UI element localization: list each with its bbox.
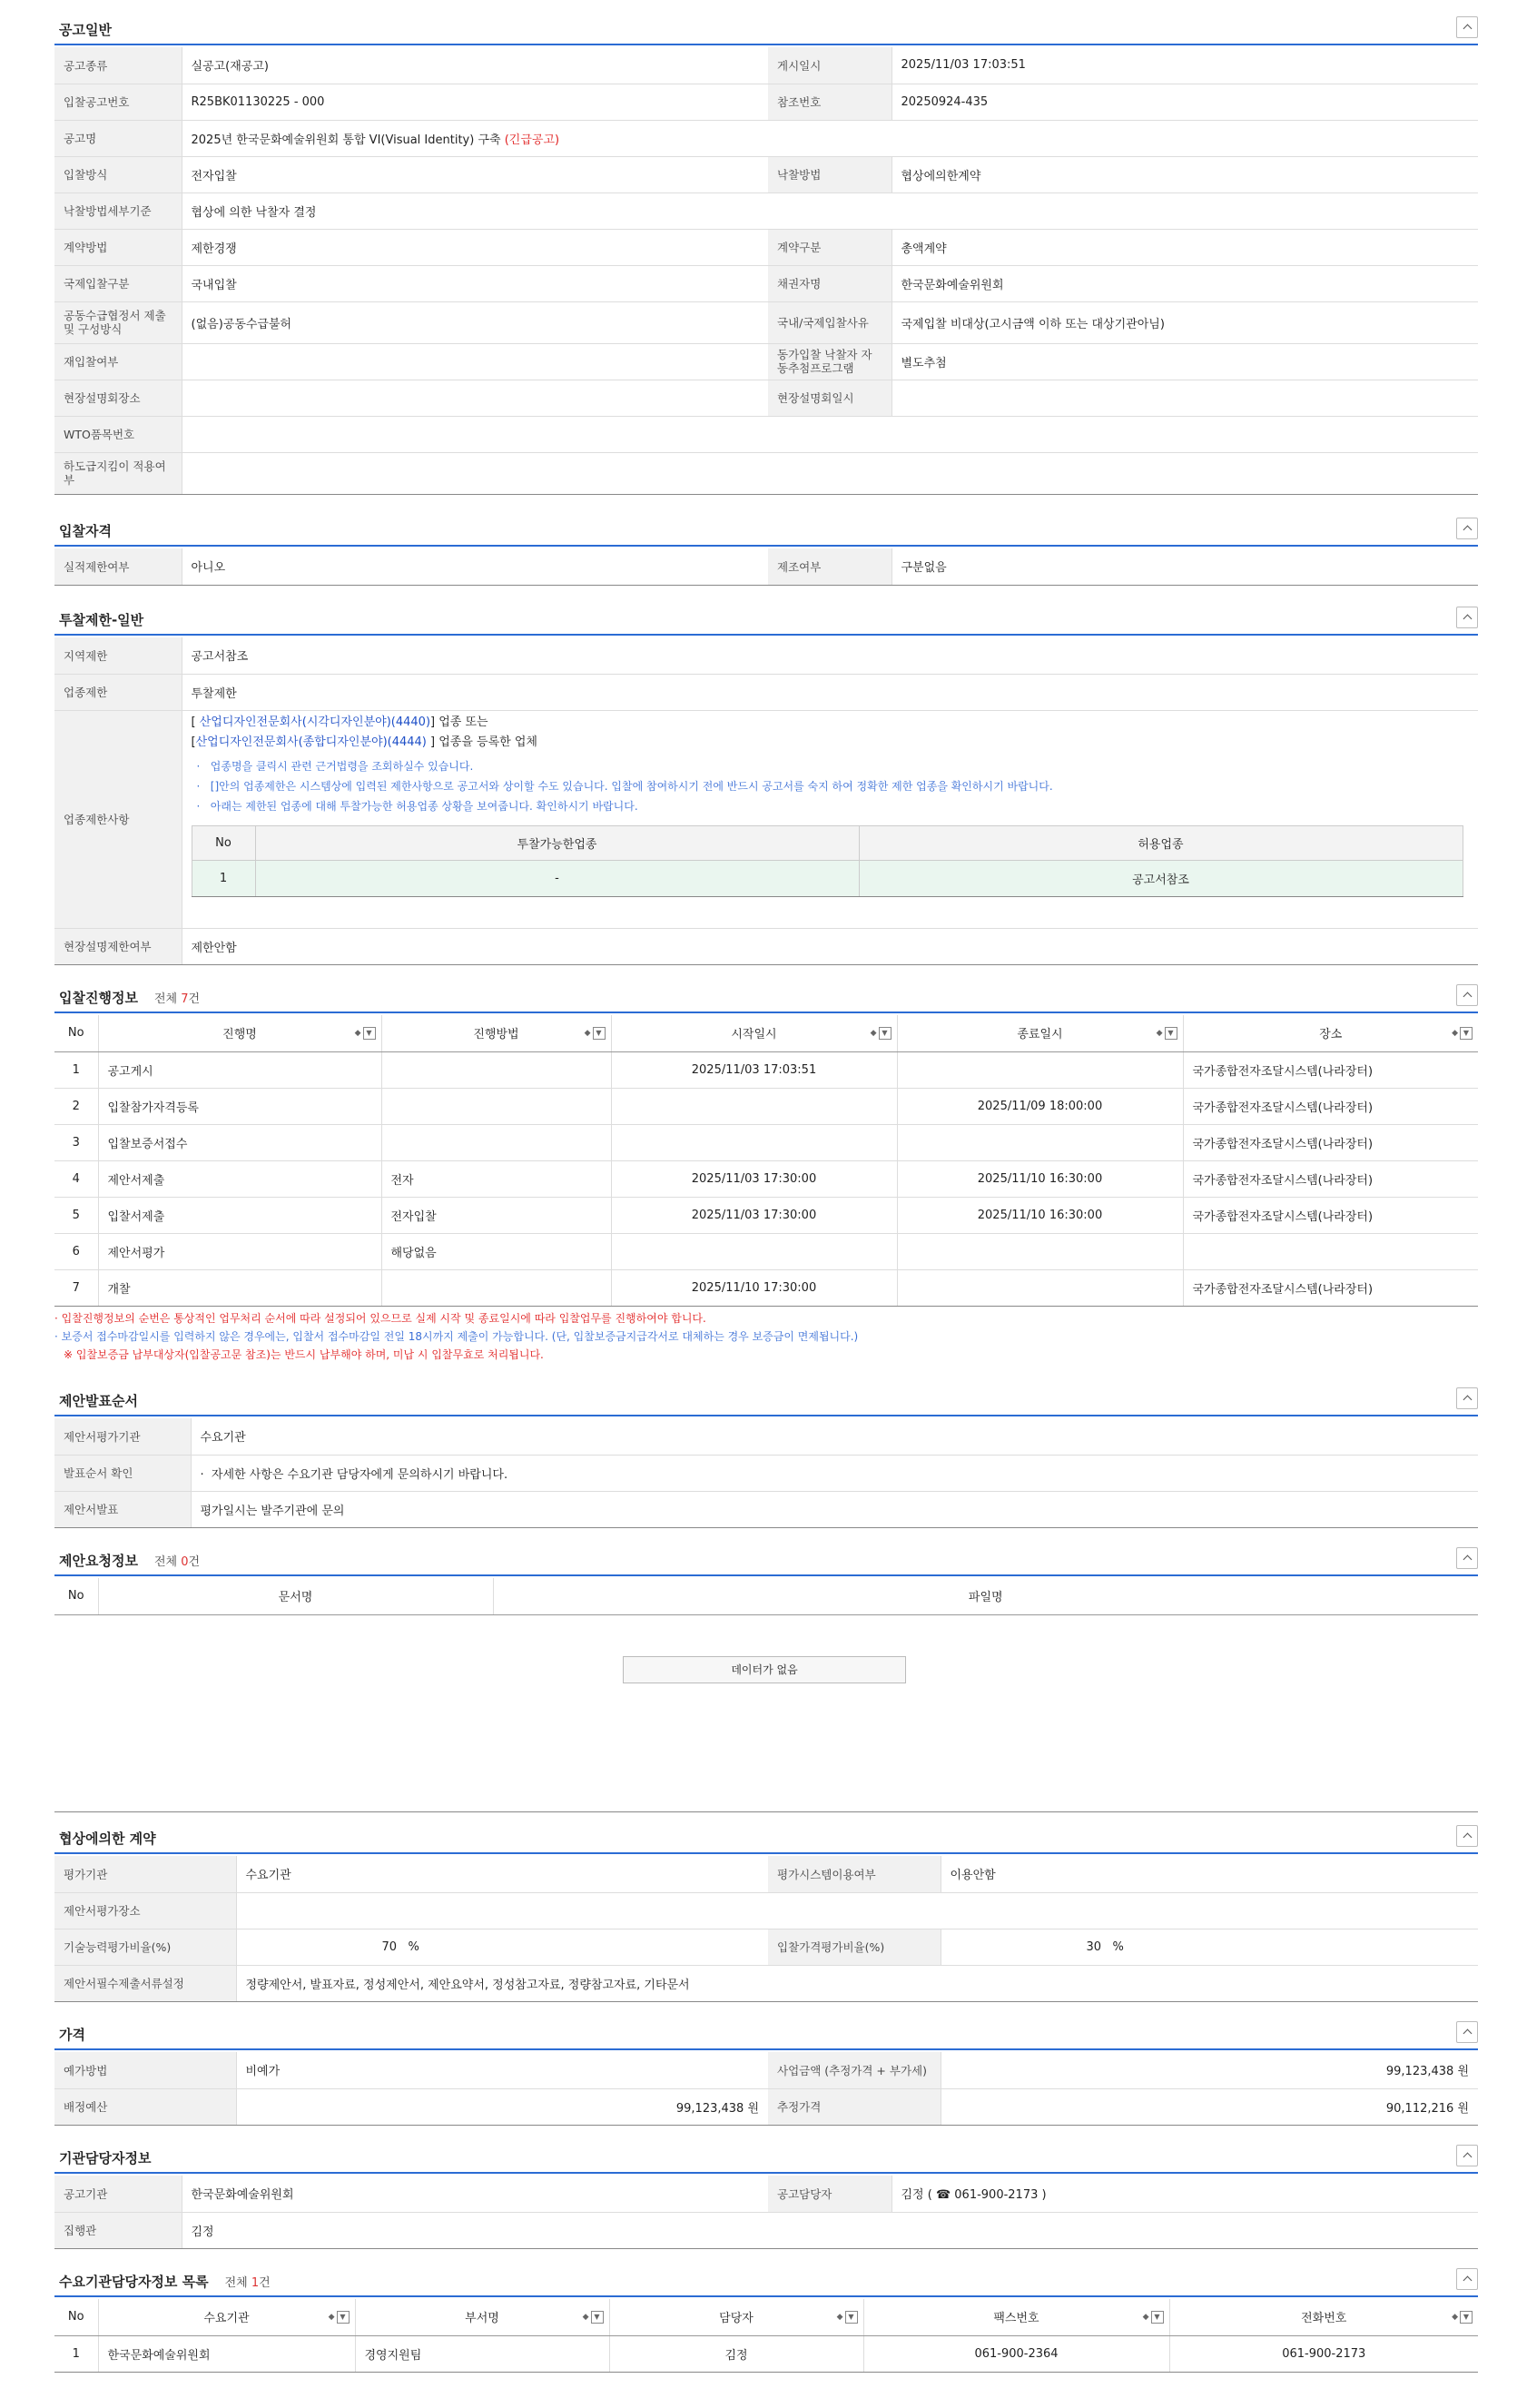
section-title: 기관담당자정보 [59,2150,152,2166]
percent-value: 70 [381,1939,398,1954]
license-detail: [ 산업디자인전문회사(시각디자인분야)(4440)] 업종 또는 [산업디자인전문회사(종합디자인분야)(4444) ] 업종을 등록한 업체 · 업종명을 클릭시 관련 근거법령을 조회하실수 있습니다. · []안의 업종제한은 시스템상에 입력된 제한사항으로 공고서와 상이할 수도 있습니다. 입찰에 참여하시기 전에 반드시 공고서를 숙지 하여 정확한 제한 업종을 확인하시기 바랍니다. · 아래는 제한된 업종에 대해 투찰가능한 허용업종 상황을 보여줍니다. 확인하시기 바랍니다. No 투찰가능한업종 허용업종 1 - 공고서참조 [182,710,1478,928]
column-header: 파일명 [493,1578,1478,1614]
cell: 개찰 [98,1269,381,1306]
cell: 2025/11/10 16:30:00 [897,1197,1183,1233]
table-row [54,1160,1478,1197]
note-text: 아래는 제한된 업종에 대해 투찰가능한 허용업종 상황을 보여줍니다. 확인하시기 바랍니다. [210,799,638,813]
value: 구분없음 [891,548,1478,585]
section-header-qualification [54,510,1478,547]
cell: 입찰보증서접수 [98,1124,381,1160]
cell [381,1088,611,1124]
urgent-tag: (긴급공고) [504,133,560,147]
label: 공동수급협정서 제출 및 구성방식 [54,301,182,343]
cell: 해당없음 [381,1233,611,1269]
sort-icon[interactable]: ◆ ▼ [583,2311,604,2324]
header-label: 장소 [1319,1028,1343,1042]
section-header-contact [54,2137,1478,2174]
request-table-area [54,1578,1478,1812]
column-header: 문서명 [98,1578,493,1614]
column-header: No [192,825,255,860]
license-link[interactable]: 산업디자인전문회사(시각디자인분야)(4440) [199,715,431,729]
value: 이용안함 [941,1856,1478,1892]
label: 낙찰방법 [768,156,891,192]
column-header[interactable] [355,2299,609,2335]
label: 국제입찰구분 [54,265,182,301]
collapse-toggle-icon[interactable] [1456,607,1478,628]
cell: 국가종합전자조달시스템(나라장터) [1183,1051,1478,1088]
section-header-presentation [54,1380,1478,1416]
allowed-industry-table [192,825,1463,897]
title-text: 입찰진행정보 [59,990,138,1006]
value: 한국문화예술위원회 [182,2176,768,2212]
label: 집행관 [54,2212,182,2248]
cell [611,1124,897,1160]
cell [611,1088,897,1124]
collapse-toggle-icon[interactable] [1456,1547,1478,1569]
header-label: 팩스번호 [993,2312,1039,2326]
collapse-toggle-icon[interactable] [1456,2268,1478,2290]
value: 90,112,216 원 [941,2088,1478,2125]
label: 하도급지킴이 적용여부 [54,452,182,494]
presentation-table [54,1418,1478,1528]
cell: 2025/11/09 18:00:00 [897,1088,1183,1124]
value: 한국문화예술위원회 [891,265,1478,301]
section-header-request [54,1540,1478,1576]
value: 아니오 [182,548,768,585]
column-header: 허용업종 [859,825,1463,860]
cell [897,1269,1183,1306]
value-text: 자세한 사항은 수요기관 담당자에게 문의하시기 바랍니다. [211,1467,508,1482]
label: 공고기관 [54,2176,182,2212]
cell: 공고서참조 [859,860,1463,896]
collapse-toggle-icon[interactable] [1456,2021,1478,2043]
general-info-table [54,47,1478,495]
license-suffix: 업종을 등록한 업체 [438,735,537,749]
label: 제안서평가기관 [54,1418,191,1455]
count-label: 전체 [224,2276,251,2290]
value: · 자세한 사항은 수요기관 담당자에게 문의하시기 바랍니다. [191,1455,1478,1491]
value [182,343,768,380]
count [154,1555,200,1569]
section-title: 가격 [59,2027,85,2043]
section-title: 협상에의한 계약 [59,1831,156,1847]
value: 협상에 의한 낙찰자 결정 [182,192,1478,229]
section-header-negotiation [54,1818,1478,1854]
sort-icon[interactable]: ◆ ▼ [585,1027,606,1040]
value: 제한안함 [182,928,1478,964]
no-data-message: 데이터가 없음 [623,1656,906,1683]
count-label: 전체 [153,992,182,1006]
label: 평가시스템이용여부 [768,1856,941,1892]
table-row [54,1088,1478,1124]
count-number: 7 [181,992,189,1006]
label: 사업금액 (추정가격 + 부가세) [768,2052,941,2088]
value: 99,123,438 원 [236,2088,768,2125]
header-label: 수요기관 [203,2312,250,2326]
cell: 제안서제출 [98,1160,381,1197]
cell: 5 [54,1197,98,1233]
note-text: 업종명을 클릭시 관련 근거법령을 조회하실수 있습니다. [210,759,474,773]
cell: 국가종합전자조달시스템(나라장터) [1183,1269,1478,1306]
cell [611,1233,897,1269]
value: 제한경쟁 [182,229,768,265]
header-label: 담당자 [719,2312,754,2326]
cell: 전자입찰 [381,1197,611,1233]
column-header[interactable] [98,2299,355,2335]
cell: 국가종합전자조달시스템(나라장터) [1183,1088,1478,1124]
sort-icon[interactable]: ◆ ▼ [1452,2311,1473,2324]
value: 수요기관 [236,1856,768,1892]
label: 발표순서 확인 [54,1455,191,1491]
label: 재입찰여부 [54,343,182,380]
column-header[interactable] [1183,1015,1478,1051]
value: 정량제안서, 발표자료, 정성제안서, 제안요약서, 정성참고자료, 정량참고자료, 기타문서 [236,1965,1478,2001]
column-header[interactable] [1169,2299,1478,2335]
label: 공고종류 [54,47,182,84]
cell [1183,1233,1478,1269]
value [941,1929,1478,1965]
sort-icon[interactable]: ◆ ▼ [871,1027,891,1040]
label: 제안서필수제출서류설정 [54,1965,236,2001]
column-header: No [54,1578,98,1614]
collapse-toggle-icon[interactable] [1456,1387,1478,1409]
cell: 공고게시 [98,1051,381,1088]
value [236,1929,768,1965]
value: 국제입찰 비대상(고시금액 이하 또는 대상기관아님) [891,301,1478,343]
label: 업종제한사항 [54,710,182,928]
header-label: 시작일시 [731,1028,777,1042]
count-number: 0 [181,1555,189,1569]
header-label: 종료일시 [1017,1028,1063,1042]
value: 국내입찰 [182,265,768,301]
value: 99,123,438 원 [941,2052,1478,2088]
cell: 2025/11/10 17:30:00 [611,1269,897,1306]
count-label: 전체 [153,1555,182,1569]
value: 투찰제한 [182,674,1478,710]
value [182,380,768,416]
percent-unit: % [408,1939,419,1954]
value: R25BK01130225 - 000 [182,84,768,120]
label: 국내/국제입찰사유 [768,301,891,343]
section-title: 제안발표순서 [59,1393,138,1409]
column-header[interactable] [609,2299,863,2335]
column-header[interactable] [98,1015,381,1051]
cell: 제안서평가 [98,1233,381,1269]
label: 계약방법 [54,229,182,265]
cell: 경영지원팀 [355,2335,609,2372]
sort-icon[interactable]: ◆ ▼ [1452,1027,1473,1040]
label: 채권자명 [768,265,891,301]
label: 현장설명제한여부 [54,928,182,964]
label: 제안서평가장소 [54,1892,236,1929]
collapse-toggle-icon[interactable] [1456,16,1478,38]
label: 낙찰방법세부기준 [54,192,182,229]
cell: 1 [54,2335,98,2372]
header-label: 진행명 [222,1028,257,1042]
label: 제조여부 [768,548,891,585]
value: 평가일시는 발주기관에 문의 [191,1491,1478,1527]
qualification-table [54,548,1478,586]
cell: 입찰서제출 [98,1197,381,1233]
cell [897,1233,1183,1269]
sort-icon[interactable]: ◆ ▼ [1157,1027,1177,1040]
label: 현장설명회일시 [768,380,891,416]
value: 공고서참조 [182,637,1478,674]
notice-name-text: 2025년 한국문화예술위원회 통합 VI(Visual Identity) 구축 [191,133,501,147]
cell: 2025/11/03 17:03:51 [611,1051,897,1088]
section-title: 투찰제한-일반 [59,612,144,628]
cell [897,1124,1183,1160]
cell: 4 [54,1160,98,1197]
value [891,380,1478,416]
cell: 1 [192,860,255,896]
value [182,452,1478,494]
cell: 한국문화예술위원회 [98,2335,355,2372]
column-header: No [54,2299,98,2335]
value: 20250924-435 [891,84,1478,120]
column-header[interactable] [897,1015,1183,1051]
count-unit: 건 [259,2276,271,2290]
license-suffix: 업종 또는 [438,715,488,729]
value: 전자입찰 [182,156,768,192]
cell: 국가종합전자조달시스템(나라장터) [1183,1197,1478,1233]
column-header[interactable] [381,1015,611,1051]
table-row [54,1051,1478,1088]
count-unit: 건 [188,992,201,1006]
table-row [54,1233,1478,1269]
contact-table [54,2176,1478,2249]
cell [897,1051,1183,1088]
price-table [54,2052,1478,2126]
label: 공고명 [54,120,182,156]
value: 김정 [182,2212,1478,2248]
sort-icon[interactable]: ◆ ▼ [329,2311,350,2324]
note-item: · 보증서 접수마감일시를 입력하지 않은 경우에는, 입찰서 접수마감일 전일 18시까지 제출이 가능합니다. (단, 입찰보증금지급각서로 대체하는 경우 보증금이 면제됩니다.) [54,1330,859,1343]
label: 추정가격 [768,2088,941,2125]
value: 총액계약 [891,229,1478,265]
collapse-toggle-icon[interactable] [1456,518,1478,539]
cell: 2 [54,1088,98,1124]
value: 김정 ( ☎ 061-900-2173 ) [891,2176,1478,2212]
collapse-toggle-icon[interactable] [1456,1825,1478,1847]
section-title [59,988,200,1007]
sort-icon[interactable]: ◆ ▼ [355,1027,376,1040]
label: 현장설명회장소 [54,380,182,416]
cell: 2025/11/10 16:30:00 [897,1160,1183,1197]
collapse-toggle-icon[interactable] [1456,2145,1478,2166]
cell: 국가종합전자조달시스템(나라장터) [1183,1124,1478,1160]
cell: 2025/11/03 17:30:00 [611,1197,897,1233]
section-header-bid-restriction [54,599,1478,636]
negotiation-table [54,1856,1478,2002]
label: 실적제한여부 [54,548,182,585]
percent-unit: % [1112,1939,1124,1954]
count [154,992,200,1006]
section-title [59,1551,200,1570]
header-label: 진행방법 [473,1028,519,1042]
section-header-demand-contacts [54,2261,1478,2297]
label: 입찰가격평가비율(%) [768,1929,941,1965]
cell: 061-900-2364 [863,2335,1169,2372]
label: 입찰공고번호 [54,84,182,120]
label: 참조번호 [768,84,891,120]
column-header[interactable] [863,2299,1169,2335]
table-row [54,1269,1478,1306]
note-item: · 입찰진행정보의 순번은 통상적인 업무처리 순서에 따라 설정되어 있으므로 실제 시작 및 종료일시에 따라 입찰업무를 진행하여야 합니다. [54,1312,706,1325]
title-text: 수요기관담당자정보 목록 [59,2274,209,2290]
value [236,1892,1478,1929]
cell [381,1051,611,1088]
value: 2025/11/03 17:03:51 [891,47,1478,84]
section-header-progress [54,977,1478,1013]
value [182,416,1478,452]
cell: 국가종합전자조달시스템(나라장터) [1183,1160,1478,1197]
table-row [54,1197,1478,1233]
label: 입찰방식 [54,156,182,192]
cell: - [255,860,859,896]
cell: 6 [54,1233,98,1269]
section-header-price [54,2014,1478,2050]
note-text: []안의 업종제한은 시스템상에 입력된 제한사항으로 공고서와 상이할 수도 있습니다. 입찰에 참여하시기 전에 반드시 공고서를 숙지 하여 정확한 제한 업종을 확인하시기 바랍니다. [210,779,1053,793]
value: 비예가 [236,2052,768,2088]
note-text: 입찰진행정보의 순번은 통상적인 업무처리 순서에 따라 설정되어 있으므로 실제 시작 및 종료일시에 따라 입찰업무를 진행하여야 합니다. [61,1312,706,1325]
cell: 입찰참가자격등록 [98,1088,381,1124]
title-text: 제안요청정보 [59,1553,138,1569]
label: 지역제한 [54,637,182,674]
section-title: 공고일반 [59,22,112,38]
note-item: · 아래는 제한된 업종에 대해 투찰가능한 허용업종 상황을 보여줍니다. 확인하시기 바랍니다. [196,799,638,813]
label: 계약구분 [768,229,891,265]
value: 수요기관 [191,1418,1478,1455]
label: 게시일시 [768,47,891,84]
note-item: · 업종명을 클릭시 관련 근거법령을 조회하실수 있습니다. [196,759,474,773]
header-label: 부서명 [465,2312,499,2326]
cell: 김정 [609,2335,863,2372]
cell: 3 [54,1124,98,1160]
label: 배정예산 [54,2088,236,2125]
label: 제안서발표 [54,1491,191,1527]
value: (없음)공동수급불허 [182,301,768,343]
note-text: ※ 입찰보증금 납부대상자(입찰공고문 참조)는 반드시 납부해야 하며, 미납 시 입찰무효로 처리됩니다. [64,1348,544,1361]
license-link[interactable]: 산업디자인전문회사(종합디자인분야)(4444) [195,735,427,749]
cell: 1 [54,1051,98,1088]
percent-value: 30 [1086,1939,1102,1954]
demand-contacts-table [54,2299,1478,2373]
sort-icon[interactable]: ◆ ▼ [837,2311,858,2324]
label: 예가방법 [54,2052,236,2088]
value: 협상에의한계약 [891,156,1478,192]
section-title [59,2272,271,2291]
column-header: 투찰가능한업종 [255,825,859,860]
request-table [54,1578,1478,1615]
count [225,2276,271,2290]
label: 공고담당자 [768,2176,891,2212]
progress-table [54,1015,1478,1307]
cell: 전자 [381,1160,611,1197]
column-header[interactable] [611,1015,897,1051]
table-row [54,1124,1478,1160]
restriction-table [54,637,1478,965]
label: WTO품목번호 [54,416,182,452]
cell: 061-900-2173 [1169,2335,1478,2372]
count-number: 1 [251,2276,260,2290]
cell: 2025/11/03 17:30:00 [611,1160,897,1197]
label: 동가입찰 낙찰자 자동추첨프로그램 [768,343,891,380]
value: 별도추첨 [891,343,1478,380]
notice-name [182,120,1478,156]
collapse-toggle-icon[interactable] [1456,984,1478,1006]
table-row [54,2335,1478,2372]
label: 업종제한 [54,674,182,710]
value: 실공고(재공고) [182,47,768,84]
note-item: · []안의 업종제한은 시스템상에 입력된 제한사항으로 공고서와 상이할 수도 있습니다. 입찰에 참여하시기 전에 반드시 공고서를 숙지 하여 정확한 제한 업종을 확인하시기 바랍니다. [196,779,1053,793]
header-label: 전화번호 [1301,2312,1347,2326]
label: 기술능력평가비율(%) [54,1929,236,1965]
cell: 7 [54,1269,98,1306]
label: 평가기관 [54,1856,236,1892]
cell [381,1269,611,1306]
sort-icon[interactable]: ◆ ▼ [1143,2311,1164,2324]
section-title: 입찰자격 [59,523,112,539]
count-unit: 건 [188,1555,201,1569]
cell [381,1124,611,1160]
column-header: No [54,1015,98,1051]
note-text: 보증서 접수마감일시를 입력하지 않은 경우에는, 입찰서 접수마감일 전일 18시까지 제출이 가능합니다. (단, 입찰보증금지급각서로 대체하는 경우 보증금이 면제됩니다.) [61,1330,859,1343]
section-header-general [54,9,1478,45]
progress-notes [54,1309,1478,1364]
